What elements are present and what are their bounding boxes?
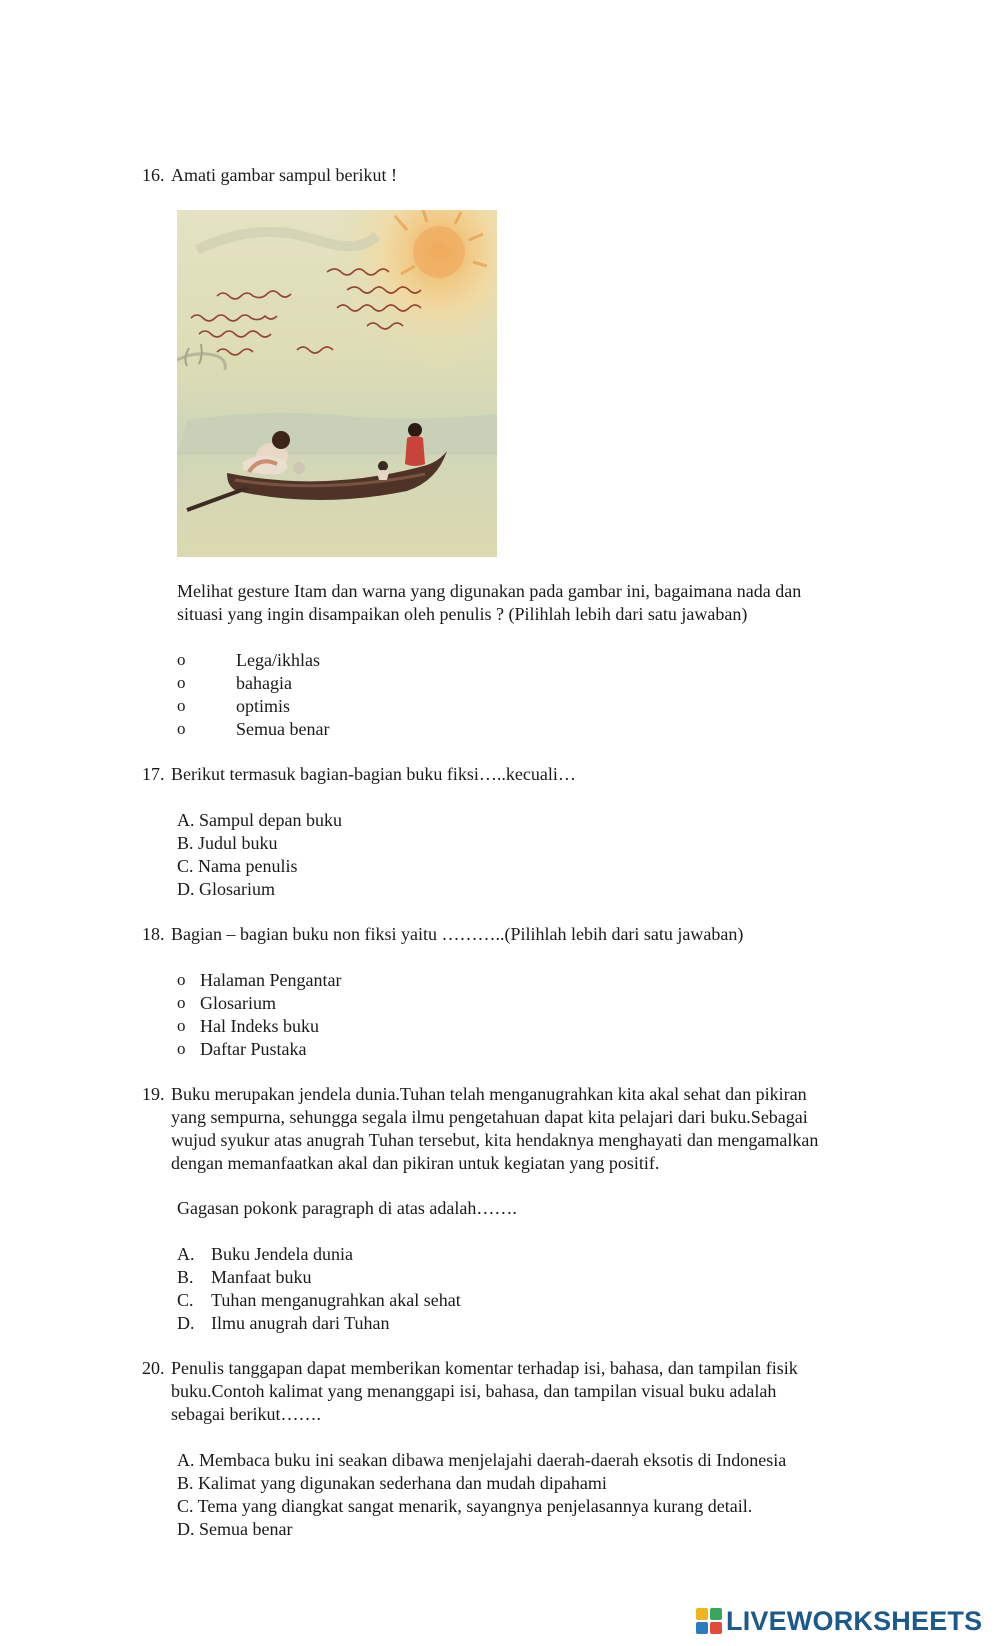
- q16-question-line-2: situasi yang ingin disampaikan oleh penulis ? (Pilihlah lebih dari satu jawaban): [177, 604, 748, 624]
- q18-option-label: Halaman Pengantar: [200, 970, 342, 990]
- q19-option[interactable]: Buku Jendela dunia: [211, 1244, 353, 1264]
- q19-option-letter: D.: [177, 1313, 195, 1333]
- brand-name: LIVEWORKSHEETS: [726, 1605, 983, 1636]
- q20-option[interactable]: D. Semua benar: [177, 1519, 293, 1539]
- figure-head: [272, 431, 290, 449]
- q18-option-radio[interactable]: o: [177, 970, 186, 989]
- q20-prompt-line-3: sebagai berikut…….: [171, 1404, 321, 1424]
- q16-number: 16.: [142, 165, 165, 185]
- q19-number: 19.: [142, 1084, 165, 1104]
- q19-option[interactable]: Manfaat buku: [211, 1267, 312, 1287]
- q18-option-label: Glosarium: [200, 993, 276, 1013]
- q17-number: 17.: [142, 764, 165, 784]
- q16-option-radio[interactable]: o: [177, 650, 186, 669]
- q17-prompt: Berikut termasuk bagian-bagian buku fiksi…..kecuali…: [171, 764, 576, 784]
- q19-option-letter: B.: [177, 1267, 194, 1287]
- q18-option-radio[interactable]: o: [177, 1039, 186, 1058]
- q19-question: Gagasan pokonk paragraph di atas adalah…….: [177, 1198, 517, 1218]
- q20-prompt-line-2: buku.Contoh kalimat yang menanggapi isi, bahasa, dan tampilan visual buku adalah: [171, 1381, 777, 1401]
- q16-prompt: Amati gambar sampul berikut !: [171, 165, 397, 185]
- q20-prompt-line-1: Penulis tanggapan dapat memberikan komentar terhadap isi, bahasa, dan tampilan fisik: [171, 1358, 798, 1378]
- q19-option[interactable]: Ilmu anugrah dari Tuhan: [211, 1313, 390, 1333]
- q17-option[interactable]: B. Judul buku: [177, 833, 278, 853]
- q19-paragraph-line-1: Buku merupakan jendela dunia.Tuhan telah menganugrahkan kita akal sehat dan pikiran: [171, 1084, 807, 1104]
- q19-paragraph-line-3: wujud syukur atas anugrah Tuhan tersebut, kita hendaknya menghayati dan mengamalkan: [171, 1130, 819, 1150]
- logo-tile: [696, 1608, 708, 1620]
- q16-option-label: optimis: [236, 696, 291, 716]
- book-cover-image: [177, 210, 497, 557]
- q19-option-letter: C.: [177, 1290, 194, 1310]
- q20-option[interactable]: C. Tema yang diangkat sangat menarik, sayangnya penjelasannya kurang detail.: [177, 1496, 753, 1516]
- cover-illustration: [177, 210, 497, 557]
- sun-shape: [413, 226, 465, 278]
- q19-option-letter: A.: [177, 1244, 195, 1264]
- q18-option-radio[interactable]: o: [177, 1016, 186, 1035]
- q17-option[interactable]: A. Sampul depan buku: [177, 810, 342, 830]
- q16-question-line-1: Melihat gesture Itam dan warna yang digunakan pada gambar ini, bagaimana nada dan: [177, 581, 802, 601]
- q18-option-label: Hal Indeks buku: [200, 1016, 319, 1036]
- q17-option[interactable]: D. Glosarium: [177, 879, 275, 899]
- q20-option[interactable]: A. Membaca buku ini seakan dibawa menjelajahi daerah-daerah eksotis di Indonesia: [177, 1450, 787, 1470]
- q18-prompt: Bagian – bagian buku non fiksi yaitu ………..(Pilihlah lebih dari satu jawaban): [171, 924, 744, 944]
- logo-tile: [710, 1622, 722, 1634]
- q16-option-radio[interactable]: o: [177, 673, 186, 692]
- q16-option-label: Semua benar: [236, 719, 330, 739]
- q16-option-radio[interactable]: o: [177, 696, 186, 715]
- liveworksheets-brand[interactable]: [696, 1605, 982, 1637]
- q17-option[interactable]: C. Nama penulis: [177, 856, 298, 876]
- q18-number: 18.: [142, 924, 165, 944]
- logo-tile: [696, 1622, 708, 1634]
- logo-tile: [710, 1608, 722, 1620]
- q16-option-label: Lega/ikhlas: [236, 650, 320, 670]
- q16-option-label: bahagia: [236, 673, 292, 693]
- q18-option-radio[interactable]: o: [177, 993, 186, 1012]
- q20-option[interactable]: B. Kalimat yang digunakan sederhana dan mudah dipahami: [177, 1473, 607, 1493]
- q16-option-radio[interactable]: o: [177, 719, 186, 738]
- q19-paragraph-line-2: yang sempurna, sehungga segala ilmu pengetahuan dapat kita pelajari dari buku.Sebagai: [171, 1107, 808, 1127]
- q20-number: 20.: [142, 1358, 165, 1378]
- q19-option[interactable]: Tuhan menganugrahkan akal sehat: [211, 1290, 461, 1310]
- q19-paragraph-line-4: dengan memanfaatkan akal dan pikiran untuk kegiatan yang positif.: [171, 1153, 660, 1173]
- liveworksheets-logo-icon: [696, 1608, 722, 1634]
- q18-option-label: Daftar Pustaka: [200, 1039, 307, 1059]
